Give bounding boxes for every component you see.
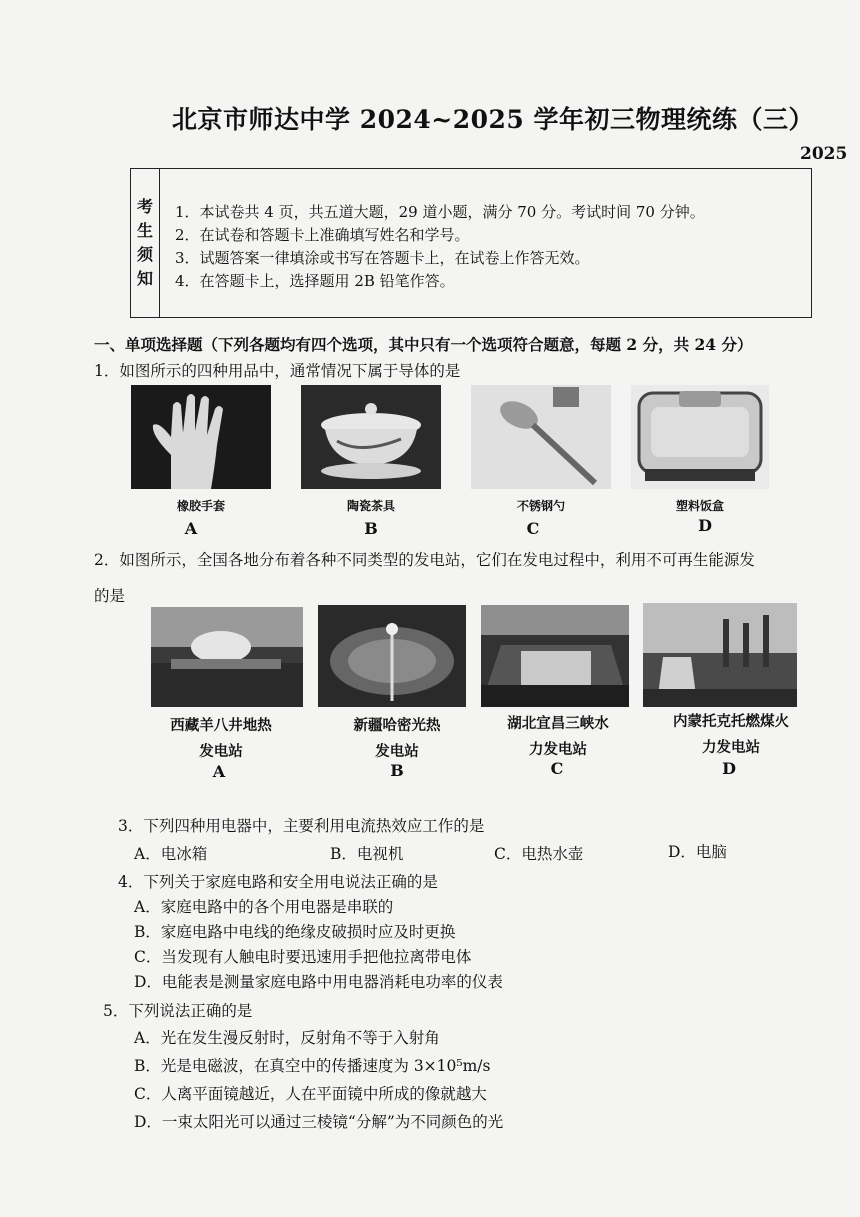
page-title: 北京市师达中学 2024~2025 学年初三物理统练（三） (172, 105, 815, 134)
porcelain-tea-set-image (301, 385, 441, 489)
q2-caption-b-line1: 新疆哈密光热 (353, 717, 441, 734)
q1-caption-b: 陶瓷茶具 (346, 499, 395, 513)
geothermal-station-image (151, 607, 303, 707)
q2-letter-d: D (722, 759, 736, 778)
q2-caption-c-line2: 力发电站 (529, 741, 587, 758)
q1-caption-a: 橡胶手套 (176, 499, 225, 513)
q2-caption-b (318, 713, 476, 765)
notice-item: 3．试题答案一律填涂或书写在答题卡上，在试卷上作答无效。 (175, 249, 590, 267)
question-4-stem: 4．下列关于家庭电路和安全用电说法正确的是 (118, 873, 438, 891)
q2-caption-d-line1: 内蒙托克托燃煤火 (673, 713, 789, 730)
q2-caption-d (645, 709, 817, 761)
q2-caption-d-line2: 力发电站 (702, 739, 760, 756)
q1-caption-c: 不锈钢勺 (516, 499, 565, 513)
q3-option-c: C．电热水壶 (494, 845, 584, 863)
question-1-stem: 1．如图所示的四种用品中，通常情况下属于导体的是 (94, 362, 461, 380)
q2-letter-b: B (390, 761, 404, 780)
year-fragment: 2025 (800, 144, 848, 164)
q1-letter-a: A (184, 519, 198, 538)
q2-caption-a-line1: 西藏羊八井地热 (170, 717, 272, 734)
q2-caption-a-line2: 发电站 (199, 743, 243, 760)
notice-list (175, 201, 705, 293)
q3-option-a: A．电冰箱 (134, 845, 208, 863)
q1-letter-d: D (698, 516, 712, 535)
question-5-stem: 5．下列说法正确的是 (103, 1002, 253, 1020)
notice-item: 1．本试卷共 4 页，共五道大题，29 道小题，满分 70 分。考试时间 70 分钟。 (175, 203, 705, 221)
q2-letter-a: A (212, 762, 226, 781)
q5-option-b: B．光是电磁波，在真空中的传播速度为 3×10⁵m/s (134, 1057, 491, 1075)
q2-caption-c (478, 711, 638, 763)
notice-label-char: 生 (136, 221, 153, 240)
q2-caption-c-line1: 湖北宜昌三峡水 (507, 715, 609, 732)
notice-label (131, 169, 160, 317)
exam-notice-box (130, 168, 812, 318)
question-2-stem-line2: 的是 (94, 587, 126, 605)
coal-power-station-image (643, 603, 797, 707)
q4-option-c: C．当发现有人触电时要迅速用手把他拉离带电体 (134, 948, 472, 966)
q3-option-d: D．电脑 (668, 843, 727, 861)
q3-option-b: B．电视机 (330, 845, 404, 863)
q1-letter-c: C (526, 519, 540, 538)
notice-label-char: 考 (136, 197, 153, 216)
q5-option-d: D．一束太阳光可以通过三棱镜“分解”为不同颜色的光 (134, 1113, 504, 1131)
section-heading: 一、单项选择题（下列各题均有四个选项，其中只有一个选项符合题意，每题 2 分，共 24 分） (94, 335, 753, 354)
notice-item: 4．在答题卡上，选择题用 2B 铅笔作答。 (175, 272, 455, 290)
question-2-stem-line1: 2．如图所示，全国各地分布着各种不同类型的发电站，它们在发电过程中，利用不可再生能源发 (94, 551, 755, 569)
rubber-glove-image (131, 385, 271, 489)
stainless-spoon-image (471, 385, 611, 489)
q1-caption-d: 塑料饭盒 (675, 499, 724, 513)
notice-label-char: 知 (136, 269, 153, 288)
q2-letter-c: C (550, 759, 564, 778)
q5-option-c: C．人离平面镜越近，人在平面镜中所成的像就越大 (134, 1085, 487, 1103)
q5-option-a: A．光在发生漫反射时，反射角不等于入射角 (134, 1029, 440, 1047)
q1-letter-b: B (364, 519, 378, 538)
q4-option-d: D．电能表是测量家庭电路中用电器消耗电功率的仪表 (134, 973, 503, 991)
q2-caption-a (141, 713, 301, 765)
q4-option-a: A．家庭电路中的各个用电器是串联的 (134, 898, 394, 916)
notice-item: 2．在试卷和答题卡上准确填写姓名和学号。 (175, 226, 470, 244)
q2-caption-b-line2: 发电站 (375, 743, 419, 760)
question-3-stem: 3．下列四种用电器中，主要利用电流热效应工作的是 (118, 817, 485, 835)
hydro-station-image (481, 605, 629, 707)
notice-label-char: 须 (136, 245, 153, 264)
plastic-lunchbox-image (631, 385, 769, 489)
q4-option-b: B．家庭电路中电线的绝缘皮破损时应及时更换 (134, 923, 456, 941)
solar-thermal-station-image (318, 605, 466, 707)
